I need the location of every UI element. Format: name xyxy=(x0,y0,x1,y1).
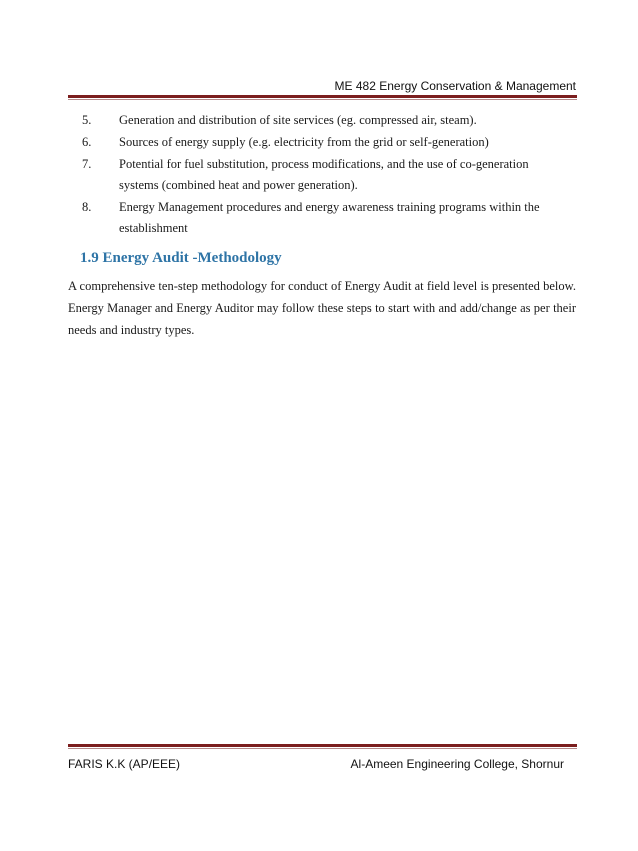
footer-author: FARIS K.K (AP/EEE) xyxy=(68,757,181,771)
list-item-number: 7. xyxy=(82,157,92,171)
header-rule-thin xyxy=(68,99,577,100)
list-item xyxy=(82,154,552,196)
list-item xyxy=(82,110,552,131)
footer-rule-thick xyxy=(68,744,577,747)
numbered-list xyxy=(82,110,552,240)
list-item-number: 8. xyxy=(82,200,92,214)
course-title: ME 482 Energy Conservation & Management xyxy=(334,79,576,93)
list-item xyxy=(82,197,552,239)
list-item-text: Generation and distribution of site services (eg. compressed air, steam). xyxy=(119,113,477,127)
section-heading: 1.9 Energy Audit -Methodology xyxy=(80,250,282,266)
list-item-number: 6. xyxy=(82,135,92,149)
list-item xyxy=(82,132,552,153)
list-item-text: Energy Management procedures and energy awareness training programs within the establishment xyxy=(119,200,540,235)
list-item-number: 5. xyxy=(82,113,92,127)
list-item-text: Potential for fuel substitution, process modifications, and the use of co-generation systems (combined heat and power generation). xyxy=(119,157,529,192)
header-rule-thick xyxy=(68,95,577,98)
list-item-text: Sources of energy supply (e.g. electricity from the grid or self-generation) xyxy=(119,135,489,149)
section-paragraph: A comprehensive ten-step methodology for conduct of Energy Audit at field level is presented below. Energy Manager and Energy Auditor may follow these steps to start with and add/change as per their needs and industry types. xyxy=(68,279,576,337)
footer-institution: Al-Ameen Engineering College, Shornur xyxy=(350,757,564,771)
footer-rule-thin xyxy=(68,748,577,749)
